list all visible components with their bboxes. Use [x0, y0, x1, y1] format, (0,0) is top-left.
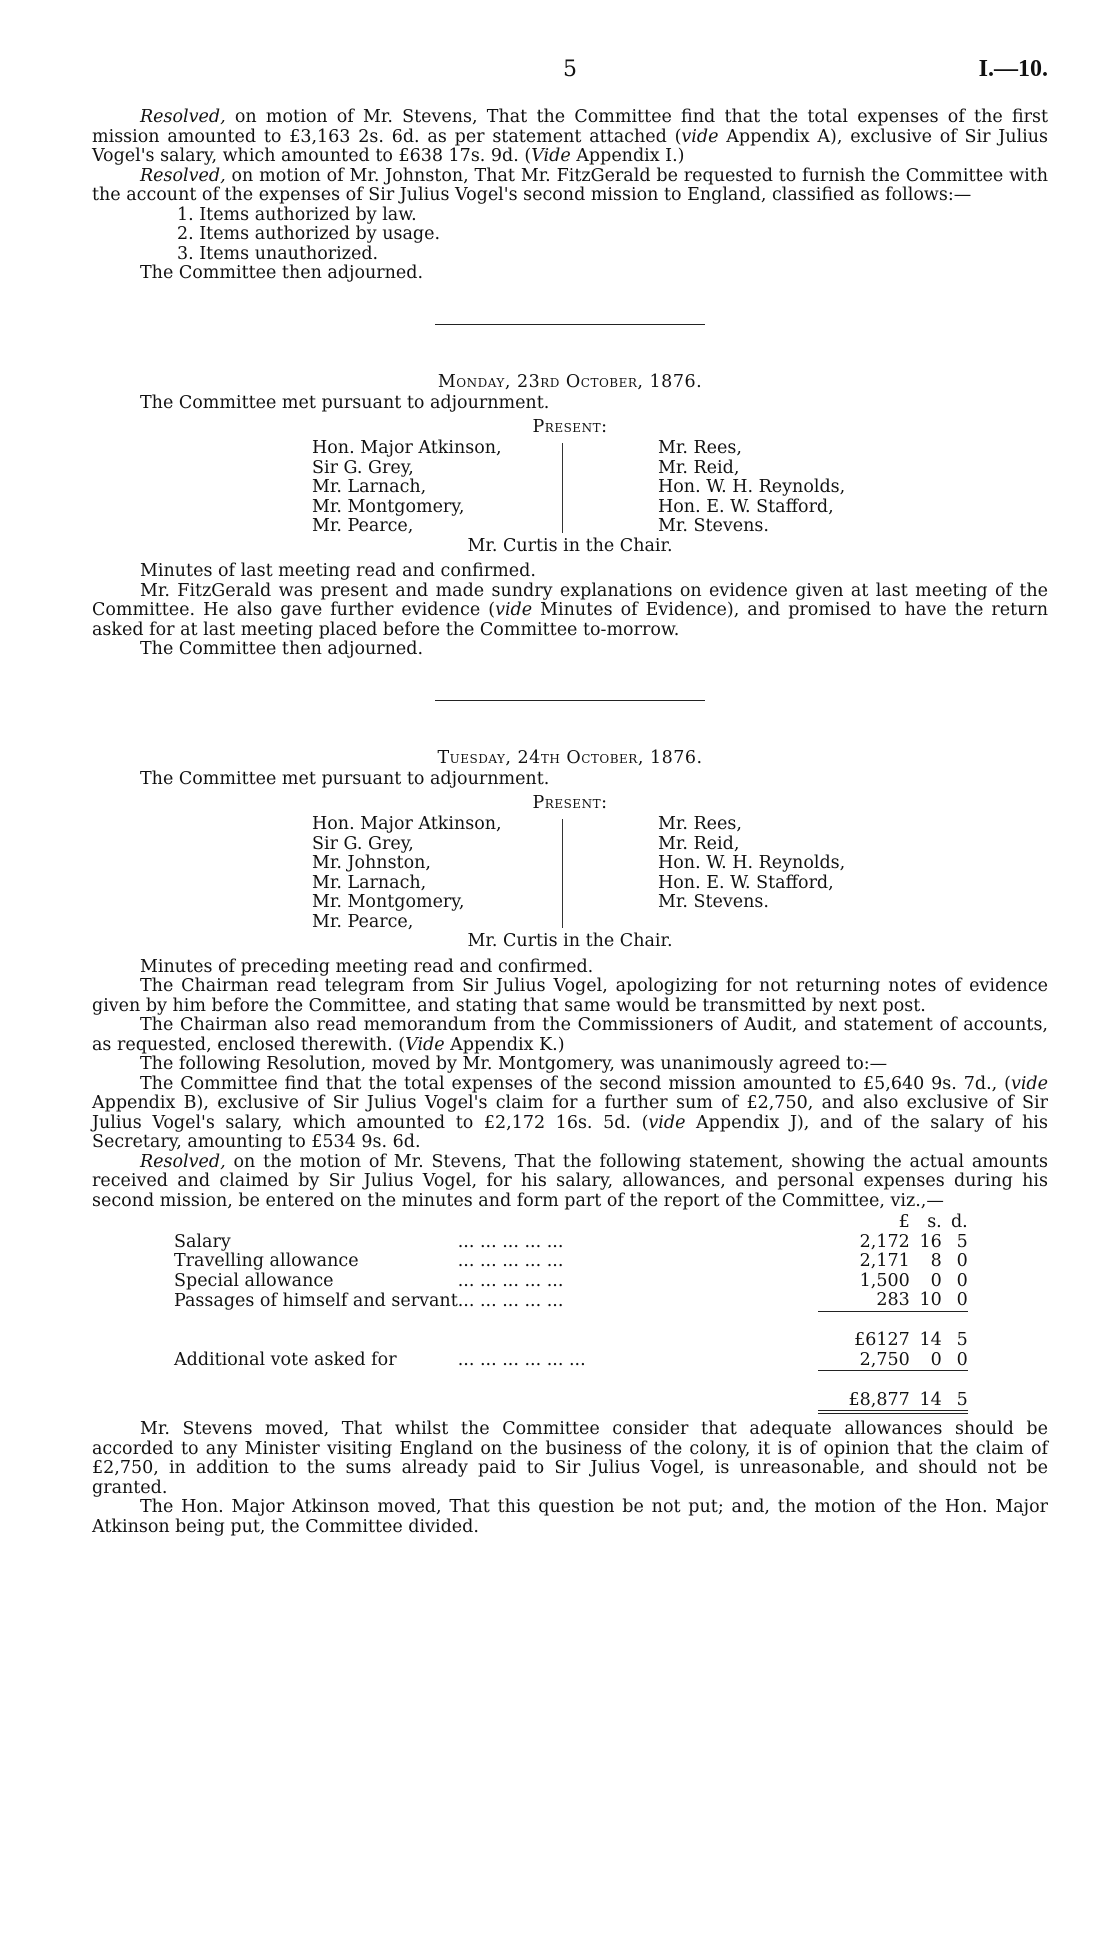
meeting-opening: The Committee met pursuant to adjournment.	[140, 393, 550, 413]
row-label: Passages of himself and servant	[174, 1290, 458, 1311]
document-code: I.—10.	[978, 56, 1048, 82]
member-name: Mr. Reid,	[658, 457, 740, 478]
member-name: Mr. Larnach,	[312, 477, 427, 497]
meeting-date: Tuesday, 24th October, 1876.	[437, 747, 703, 768]
amount-pounds: 2,172	[859, 1231, 910, 1252]
column-header-pounds: £	[898, 1212, 910, 1232]
resolution-first-mission: Resolved, on motion of Mr. Stevens, That the Committee find that the total expenses of the first mission amounted to £3,163 2s. 6d. as per statement attached (vide Appendix A), exclusive of Sir Julius Vogel's salary, which amounted to £638 17s. 9d. (Vide Appendix I.)	[92, 107, 1049, 166]
member-name: Sir G. Grey,	[312, 457, 414, 478]
atkinson-motion: The Hon. Major Atkinson moved, That this question be not put; and, the motion of the Hon. Major Atkinson being put, the Committee divided.	[92, 1497, 1048, 1537]
minutes-confirmed: Minutes of last meeting read and confirmed.	[140, 561, 536, 581]
member-name: Hon. W. H. Reynolds,	[658, 853, 846, 873]
amount-shillings: 0	[930, 1270, 942, 1291]
row-label: Salary	[174, 1231, 231, 1252]
page-header	[92, 56, 1048, 108]
subtotal-shillings: 14	[919, 1330, 942, 1350]
section-divider	[435, 700, 705, 701]
column-header-pence: d.	[950, 1212, 968, 1232]
subtotal-pounds: £6127	[854, 1330, 910, 1350]
amount-shillings: 10	[910, 1291, 942, 1311]
amount-pounds: 2,171	[859, 1251, 910, 1271]
chair-statement: Mr. Curtis in the Chair.	[467, 535, 673, 556]
present-heading: Present:	[532, 416, 608, 437]
member-name: Mr. Reid,	[658, 833, 740, 854]
member-name: Mr. Pearce,	[312, 911, 414, 932]
amount-pounds: 2,750	[818, 1351, 910, 1371]
list-item: 3. Items unauthorized.	[177, 243, 379, 264]
document-page	[92, 56, 1049, 1537]
total-pence: 5	[942, 1391, 968, 1413]
member-name: Mr. Stevens.	[658, 516, 769, 536]
total-pounds: £8,877	[818, 1391, 910, 1413]
table-row	[174, 1291, 968, 1311]
subtotal-pence: 5	[956, 1330, 968, 1350]
member-name: Mr. Pearce,	[312, 516, 414, 536]
amount-pence: 5	[956, 1231, 968, 1252]
member-name: Mr. Stevens.	[658, 892, 769, 912]
minutes-confirmed: Minutes of preceding meeting read and confirmed.	[140, 956, 594, 977]
total-row	[174, 1391, 968, 1413]
audit-memorandum: The Chairman also read memorandum from the Commissioners of Audit, and statement of accounts, as requested, enclosed therewith. (Vide Appendix K.)	[92, 1015, 1048, 1055]
amount-shillings: 0	[910, 1351, 942, 1371]
table-header-row	[174, 1213, 968, 1233]
resolution-statement: Resolved, on the motion of Mr. Stevens, That the following statement, showing the actual amounts received and claimed by Sir Julius Vogel, for his salary, allowances, and personal expenses during his second mission, be entered on the minutes and form part of the report of the Committee, viz.,—	[92, 1151, 1048, 1211]
member-name: Mr. Rees,	[658, 438, 742, 458]
member-name: Mr. Johnston,	[312, 853, 431, 873]
amount-pence: 0	[942, 1351, 968, 1371]
member-name: Hon. Major Atkinson,	[312, 438, 502, 458]
present-heading: Present:	[532, 792, 608, 813]
member-name: Mr. Rees,	[658, 814, 742, 834]
column-header-shillings: s.	[927, 1212, 942, 1232]
meeting-opening: The Committee met pursuant to adjournment.	[140, 769, 550, 789]
dot-leader: ... ... ... ... ... ...	[457, 1350, 586, 1370]
total-shillings: 14	[910, 1391, 942, 1413]
stevens-motion: Mr. Stevens moved, That whilst the Committee consider that adequate allowances should be accorded to any Minister visiting England on the business of the colony, it is of opinion that the claim of £2,750, in addition to the sums already paid to Sir Julius Vogel, is unreasonable, and should not be granted.	[92, 1419, 1048, 1498]
attendance-right-column	[658, 815, 908, 932]
page-number: 5	[563, 57, 577, 82]
row-label: Travelling allowance	[174, 1251, 359, 1271]
member-name: Mr. Montgomery,	[312, 496, 465, 517]
column-separator	[562, 819, 563, 928]
member-name: Hon. Major Atkinson,	[312, 814, 502, 834]
telegram-note: The Chairman read telegram from Sir Julius Vogel, apologizing for not returning notes of evidence given by him before the Committee, and stating that same would be transmitted by next post.	[92, 976, 1048, 1016]
member-name: Hon. E. W. Stafford,	[658, 872, 834, 893]
dot-leader: ... ... ... ... ...	[457, 1251, 564, 1271]
adjournment-note: The Committee then adjourned.	[140, 639, 424, 659]
meeting-date: Monday, 23rd October, 1876.	[437, 371, 703, 392]
adjournment-note: The Committee then adjourned.	[140, 263, 424, 283]
second-mission-finding: The Committee find that the total expenses of the second mission amounted to £5,640 9s. 7d., (vide Appendix B), exclusive of Sir Julius Vogel's claim for a further sum of £2,750, and also exclusive of Sir Julius Vogel's salary, which amounted to £2,172 16s. 5d. (vide Appendix J), and of the salary of his Secretary, amounting to £534 9s. 6d.	[92, 1073, 1048, 1152]
amount-pence: 0	[942, 1291, 968, 1311]
table-row	[174, 1351, 968, 1371]
attendance-right-column	[658, 439, 908, 537]
member-name: Sir G. Grey,	[312, 833, 414, 854]
table-row	[174, 1252, 968, 1272]
member-name: Mr. Montgomery,	[312, 892, 465, 912]
expense-statement-table	[174, 1213, 968, 1414]
amount-shillings: 16	[919, 1231, 942, 1252]
column-separator	[562, 443, 563, 533]
amount-pence: 0	[956, 1270, 968, 1291]
list-item: 1. Items authorized by law.	[177, 204, 417, 225]
row-label: Special allowance	[174, 1270, 334, 1291]
chair-statement: Mr. Curtis in the Chair.	[467, 931, 673, 951]
dot-leader: ... ... ... ... ...	[457, 1290, 564, 1311]
amount-pounds: 283	[818, 1291, 910, 1311]
amount-shillings: 8	[930, 1251, 942, 1271]
member-name: Hon. W. H. Reynolds,	[658, 477, 846, 497]
table-row	[174, 1272, 968, 1292]
resolution-intro: The following Resolution, moved by Mr. Montgomery, was unanimously agreed to:—	[140, 1054, 888, 1074]
amount-pence: 0	[956, 1251, 968, 1271]
amount-pounds: 1,500	[859, 1270, 910, 1291]
fitzgerald-evidence: Mr. FitzGerald was present and made sundry explanations on evidence given at last meeting of the Committee. He also gave further evidence (vide Minutes of Evidence), and promised to have the return asked for at last meeting placed before the Committee to-morrow.	[92, 580, 1049, 640]
dot-leader: ... ... ... ... ...	[457, 1270, 564, 1291]
member-name: Mr. Larnach,	[312, 872, 427, 893]
subtotal-row	[174, 1331, 968, 1351]
attendance-left-column	[232, 439, 562, 537]
row-label: Additional vote asked for	[174, 1350, 397, 1370]
resolution-second-mission-account: Resolved, on motion of Mr. Johnston, That Mr. FitzGerald be requested to furnish the Committee with the account of the expenses of Sir Julius Vogel's second mission to England, classified as follows:—	[92, 165, 1048, 205]
section-divider	[435, 324, 705, 325]
classification-list	[92, 206, 1048, 265]
attendance-list	[92, 439, 1048, 537]
list-item: 2. Items authorized by usage.	[177, 224, 441, 244]
attendance-left-column	[232, 815, 562, 932]
member-name: Hon. E. W. Stafford,	[658, 496, 834, 517]
table-row	[174, 1233, 968, 1253]
dot-leader: ... ... ... ... ...	[457, 1231, 564, 1252]
attendance-list	[92, 815, 1048, 932]
